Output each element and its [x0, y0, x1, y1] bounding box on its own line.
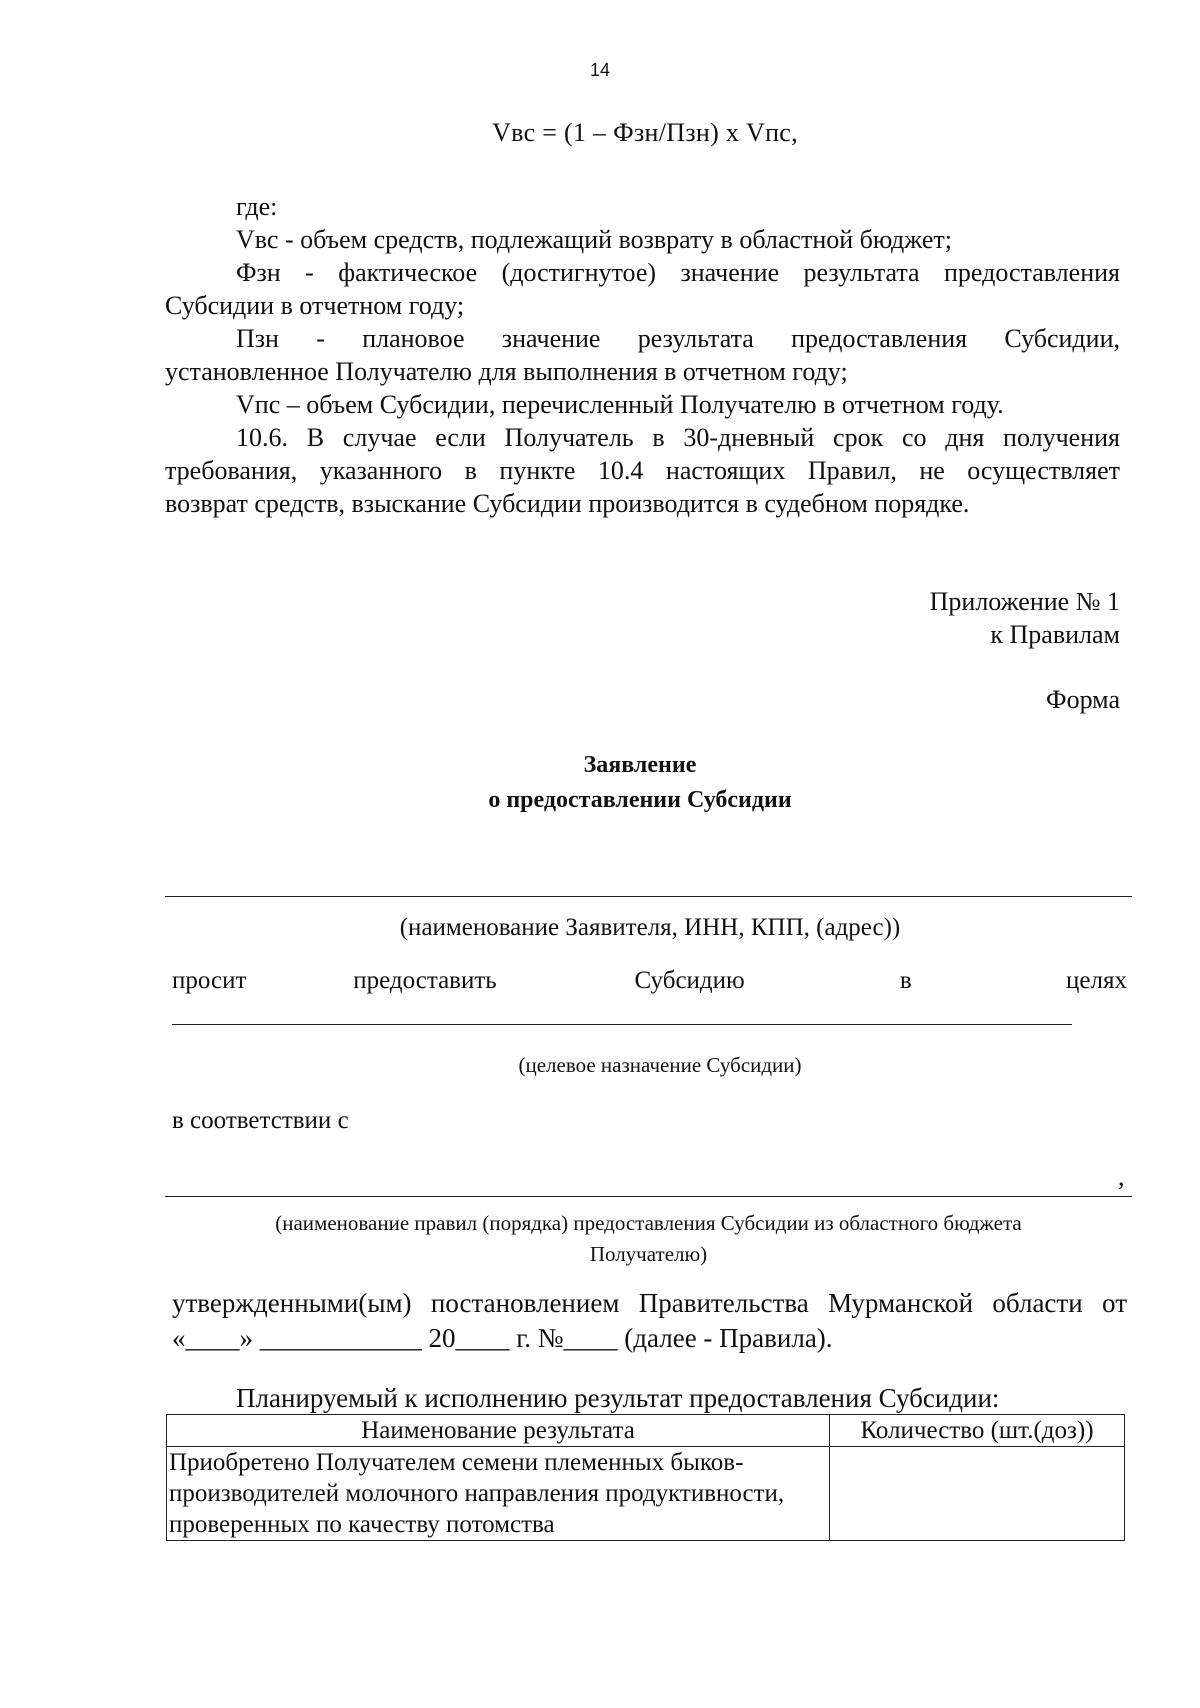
definition-fzn-line2: Субсидии в отчетном году;	[165, 291, 465, 320]
word-v: в	[899, 967, 912, 994]
purpose-caption: (целевое назначение Субсидии)	[518, 1053, 802, 1077]
results-header-row	[167, 1415, 1125, 1447]
definition-pzn-line1: Пзн - плановое значение результата предоставления Субсидии,	[236, 324, 1120, 353]
formula: Vвс = (1 – Фзн/Пзн) х Vпс,	[492, 118, 798, 147]
definition-vps: Vпс – объем Субсидии, перечисленный Получателю в отчетном году.	[236, 390, 1004, 419]
table-row	[167, 1447, 1125, 1541]
appendix-rules: к Правилам	[990, 620, 1120, 649]
approved-line1: утвержденными(ым) постановлением Правительства Мурманской области от	[172, 1288, 1127, 1318]
word-subsidiyu: Субсидию	[634, 967, 745, 994]
results-table	[166, 1414, 1125, 1541]
approved-line2: «____» ____________ 20____ г. №____ (далее - Правила).	[172, 1323, 833, 1353]
rules-line	[165, 1196, 1132, 1197]
paragraph-10-6-line1: 10.6. В случае если Получатель в 30-дневный срок со дня получения	[236, 423, 1120, 452]
form-label: Форма	[1046, 685, 1120, 714]
where-label: где:	[236, 192, 278, 221]
result-quantity-cell	[830, 1447, 1125, 1541]
document-subtitle: о предоставлении Субсидии	[488, 787, 792, 813]
request-line	[172, 964, 1127, 997]
paragraph-10-6-line2: требования, указанного в пункте 10.4 настоящих Правил, не осуществляет	[165, 456, 1120, 485]
rules-caption-line1: (наименование правил (порядка) предоставления Субсидии из областного бюджета	[275, 1211, 1022, 1235]
result-name-cell: Приобретено Получателем семени племенных быков-производителей молочного направления продуктивности, проверенных по качеству потомства	[167, 1447, 830, 1541]
comma: ,	[1118, 1162, 1125, 1191]
purpose-line	[172, 1024, 1072, 1025]
column-quantity: Количество (шт.(доз))	[830, 1415, 1125, 1447]
word-prosit: просит	[172, 967, 247, 994]
results-heading: Планируемый к исполнению результат предоставления Субсидии:	[236, 1383, 1000, 1413]
definition-pzn-line2: установленное Получателю для выполнения в отчетном году;	[165, 357, 848, 386]
page-number: 14	[589, 60, 611, 80]
appendix-number: Приложение № 1	[929, 587, 1120, 616]
definition-vvs: Vвс - объем средств, подлежащий возврату в областной бюджет;	[236, 225, 952, 254]
word-predostavit: предоставить	[353, 967, 497, 994]
accordance-label: в соответствии с	[172, 1107, 349, 1134]
document-title: Заявление	[583, 752, 697, 778]
column-result-name: Наименование результата	[167, 1415, 830, 1447]
word-tselyah: целях	[1066, 967, 1127, 994]
paragraph-10-6-line3: возврат средств, взыскание Субсидии производится в судебном порядке.	[165, 489, 970, 518]
definition-fzn-line1: Фзн - фактическое (достигнутое) значение результата предоставления	[236, 258, 1120, 287]
rules-caption-line2: Получателю)	[589, 1242, 708, 1266]
applicant-caption: (наименование Заявителя, ИНН, КПП, (адрес))	[399, 914, 901, 941]
applicant-line	[165, 896, 1132, 897]
